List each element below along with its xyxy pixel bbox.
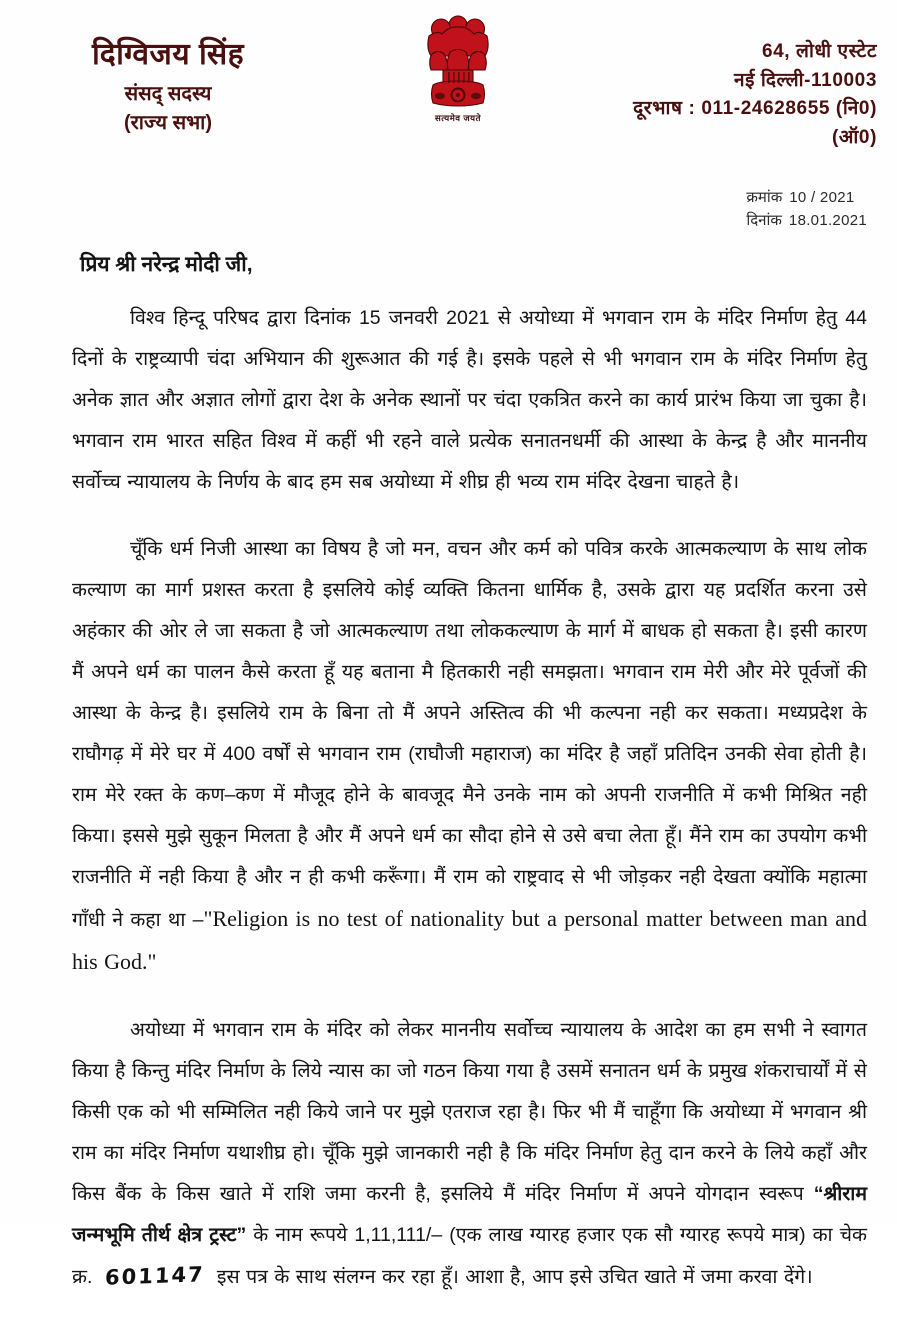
- address-line-2: नई दिल्ली-110003: [733, 69, 877, 91]
- reference-block: [746, 186, 867, 233]
- trust-name: “श्रीराम जन्मभूमि तीर्थ क्षेत्र ट्रस्ट”: [72, 1183, 867, 1246]
- emblem-motto: सत्यमेव जयते: [435, 113, 481, 123]
- paragraph-1-text: विश्व हिन्दू परिषद द्वारा दिनांक 15 जनवरी 2021 से अयोध्या में भगवान राम के मंदिर निर्माण हेतु 44 दिनों के राष्ट्रव्यापी चंदा अभियान की शुरूआत की गई है। इसके पहले से भी भगवान राम के मंदिर निर्माण हेतु अनेक ज्ञात और अज्ञात लोगों द्वारा देश के अनेक स्थानों पर चंदा एकत्रित करने का कार्य प्रारंभ किया जा चुका है। भगवान राम भारत सहित विश्व में कहीं भी रहने वाले प्रत्येक सनातनधर्मी की आस्था के केन्द्र है और माननीय सर्वोच्च न्यायालय के निर्णय के बाद हम सब अयोध्या में शीघ्र ही भव्य राम मंदिर देखना चाहते है।: [72, 307, 867, 493]
- address-line-1: 64, लोधी एस्टेट: [761, 41, 877, 62]
- letterhead-name-block: [18, 38, 318, 135]
- letterhead: [0, 0, 897, 175]
- sender-designation: संसद् सदस्य: [124, 82, 212, 105]
- paragraph-3-text-part-1: अयोध्या में भगवान राम के मंदिर को लेकर माननीय सर्वोच्च न्यायालय के आदेश का हम सभी ने स्वागत किया है किन्तु मंदिर निर्माण के लिये न्यास का जो गठन किया गया है उसमें सनातन धर्म के प्रमुख शंकराचार्यों में से किसी एक को भी सम्मिलित नही किये जाने पर मुझे एतराज रहा है। फिर भी मैं चाहूँगा कि अयोध्या में भगवान श्री राम का मंदिर निर्माण यथाशीघ्र हो। चूँकि मुझे जानकारी नही है कि मंदिर निर्माण हेतु दान करने के लिये कहाँ और किस बैंक के किस खाते में राशि जमा करनी है, इसलिये मैं मंदिर निर्माण में अपने योगदान स्वरूप: [72, 1019, 867, 1205]
- reference-date-line: [746, 209, 867, 232]
- paragraph-2-text: चूँकि धर्म निजी आस्था का विषय है जो मन, वचन और कर्म को पवित्र करके आत्मकल्याण के साथ लोक कल्याण का मार्ग प्रशस्त करता है इसलिये कोई व्यक्ति कितना धार्मिक है, उसके द्वारा यह प्रदर्शित करना उसे अहंकार की ओर ले जा सकता है जो आत्मकल्याण तथा लोककल्याण के मार्ग में बाधक हो सकता है। इसी कारण मैं अपने धर्म का पालन कैसे करता हूँ यह बताना मै हितकारी नही समझता। भगवान राम मेरी और मेरे पूर्वजों की आस्था के केन्द्र है। इसलिये राम के बिना तो मैं अपने अस्तित्व की भी कल्पना नही कर सकता। मध्यप्रदेश के राघौगढ़ में मेरे घर में 400 वर्षों से भगवान राम (राघौजी महाराज) का मंदिर है जहाँ प्रतिदिन उनकी सेवा होती है। राम मेरे रक्त के कण–कण में मौजूद होने के बावजूद मैने उनके नाम को अपनी राजनीति में कभी मिश्रित नही किया। इससे मुझे सुकून मिलता है और मैं अपने धर्म का सौदा होने से उसे बचा लेता हूँ। मैंने राम का उपयोग कभी राजनीति में नही किया है और न ही कभी करूँगा। मैं राम को राष्ट्रवाद से भी जोड़कर नही देखता क्योंकि महात्मा गाँधी ने कहा था –: [72, 538, 867, 931]
- paragraph-3-text-part-2: के नाम रूपये 1,11,111/– (एक लाख ग्यारह हजार एक सौ ग्यारह रूपये मात्र) का चेक क्र.: [72, 1224, 867, 1288]
- reference-date-value: 18.01.2021: [788, 212, 867, 230]
- letter-body: [72, 298, 867, 1324]
- gandhi-quote: "Religion is no test of nationality but a personal matter between man and his God.": [72, 906, 867, 974]
- reference-date-label: दिनांक: [746, 212, 782, 230]
- letterhead-address-block: [633, 38, 877, 152]
- salutation: प्रिय श्री नरेन्द्र मोदी जी,: [80, 253, 253, 276]
- paragraph-3: [72, 1010, 867, 1298]
- sender-house: (राज्य सभा): [123, 111, 213, 134]
- cheque-number-handwritten: 601147: [104, 1262, 205, 1290]
- sender-name: दिग्विजय सिंह: [91, 38, 245, 71]
- reference-number-value: 10 / 2021: [789, 189, 855, 206]
- paragraph-1: [72, 298, 867, 503]
- address-line-3: दूरभाष : 011-24628655 (नि0): [633, 98, 877, 119]
- address-line-4: (ऑ0): [831, 126, 877, 148]
- state-emblem-of-india-icon: [398, 14, 518, 124]
- paragraph-3-text-part-3: इस पत्र के साथ संलग्न कर रहा हूँ। आशा है, आप इसे उचित खाते में जमा करवा देंगे।: [210, 1266, 813, 1288]
- reference-number-label: क्रमांक: [746, 189, 783, 206]
- reference-number-line: [746, 186, 867, 209]
- paragraph-2: [72, 529, 867, 984]
